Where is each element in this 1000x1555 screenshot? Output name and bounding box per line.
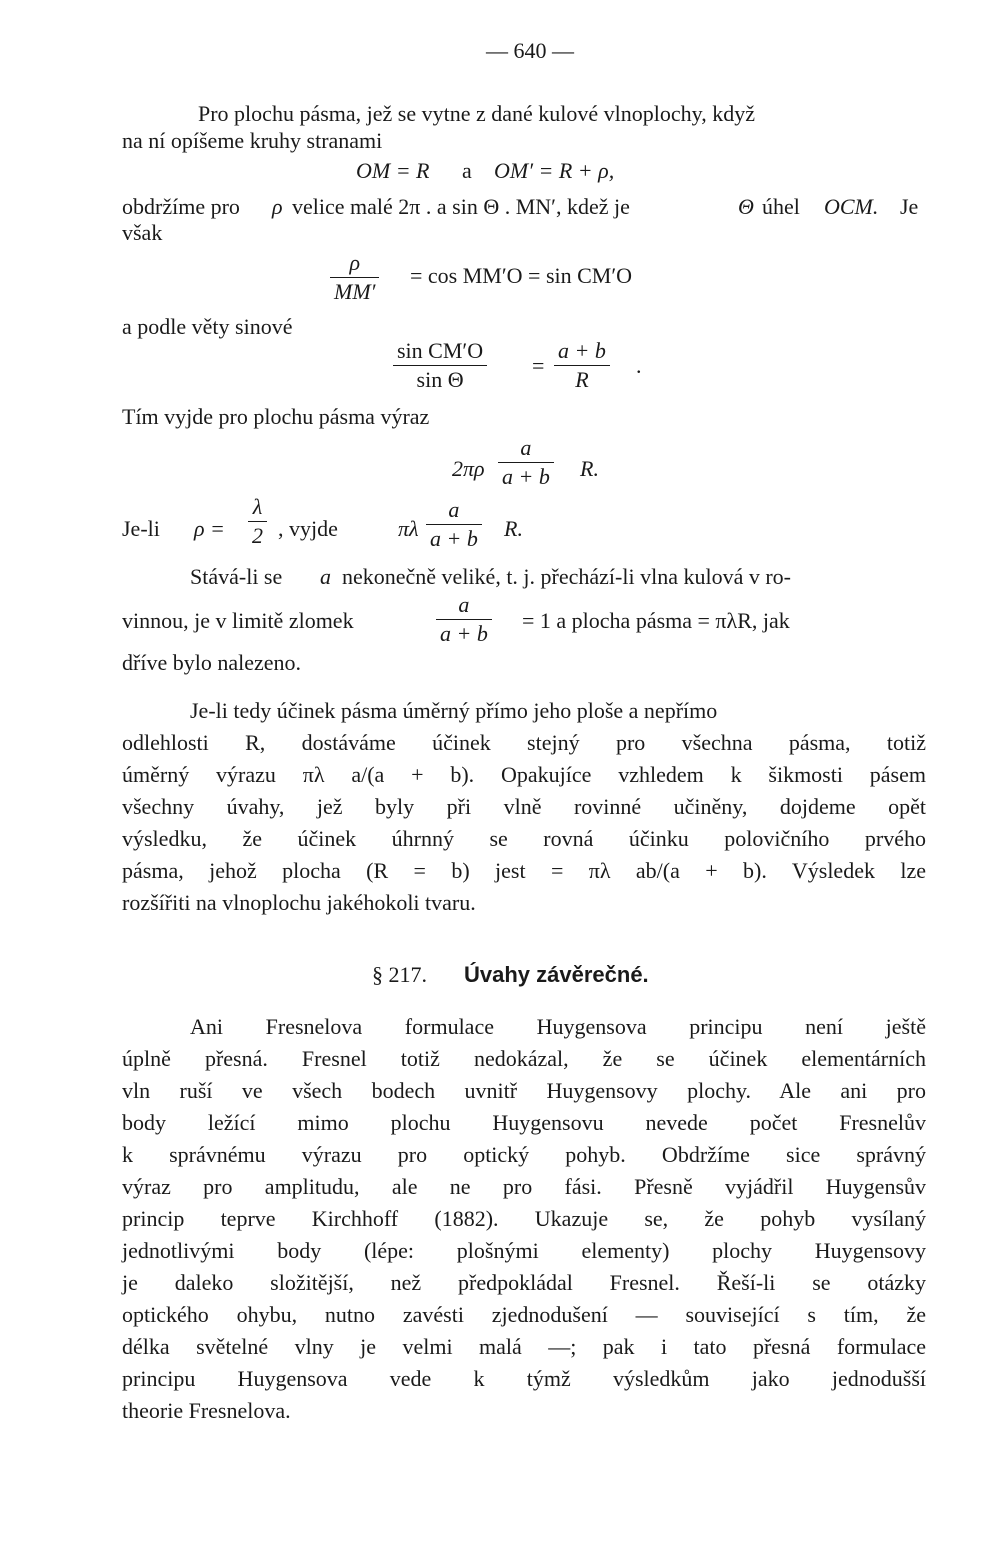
p5-line-3: vln ruší ve všech bodech uvnitř Huygensovy plochy. Ale ani pro	[122, 1078, 926, 1103]
equation-om-conjunction: a	[462, 158, 472, 183]
fraction-lambda-a	[426, 499, 482, 550]
section-number: § 217.	[372, 962, 427, 987]
p1-line-2: na ní opíšeme kruhy stranami	[122, 128, 383, 153]
p2-line-1a: obdržíme pro	[122, 194, 240, 219]
p5-line-13: theorie Fresnelova.	[122, 1398, 291, 1423]
sine-period: .	[636, 353, 642, 378]
fraction-area-numerator: a	[520, 435, 532, 460]
page-number: — 640 —	[486, 38, 574, 63]
p5-line-11: délka světelné vlny je velmi malá —; pak i tato přesná formulace	[122, 1334, 926, 1359]
fraction-area	[498, 437, 554, 488]
section-title: Úvahy závěrečné.	[464, 962, 649, 987]
p1-line-1: Pro plochu pásma, jež se vytne z dané kulové vlnoplochy, když	[198, 101, 755, 126]
p3-line-1b: nekonečně veliké, t. j. přechází-li vlna kulová v ro-	[342, 564, 791, 589]
fraction-rho-numerator: ρ	[349, 250, 361, 275]
p5-line-9: je daleko složitější, než předpokládal Fresnel. Řeší-li se otázky	[122, 1270, 926, 1295]
equation-om: OM = R	[356, 158, 430, 183]
p4-line-7: rozšířiti na vlnoplochu jakéhokoli tvaru.	[122, 890, 476, 915]
p3-line-3: dříve bylo nalezeno.	[122, 650, 301, 675]
fraction-a-numerator: a	[448, 497, 460, 522]
p5-line-10: optického ohybu, nutno zavésti zjednodušení — související s tím, že	[122, 1302, 926, 1327]
p5-line-4: body ležící mimo plochu Huygensovu nevede počet Fresnelův	[122, 1110, 926, 1135]
area-expression-intro: Tím vyjde pro plochu pásma výraz	[122, 404, 430, 429]
fraction-rho-denominator: MM′	[334, 279, 376, 304]
p4-line-1: Je-li tedy účinek pásma úměrný přímo jeho ploše a nepřímo	[190, 698, 718, 723]
fraction-lambda-denominator: 2	[252, 523, 263, 548]
equation-om-prime: OM′ = R + ρ,	[494, 158, 615, 183]
p5-line-7: princip teprve Kirchhoff (1882). Ukazuje se, že pohyb vysílaný	[122, 1206, 926, 1231]
fraction-ab-r	[554, 340, 610, 391]
fraction-sin-numerator: sin CM′O	[397, 338, 484, 363]
fraction-sin-cm	[393, 340, 487, 391]
p2-line-1c: úhel	[762, 194, 800, 219]
fraction-rho-mm	[330, 252, 379, 303]
p2-ocm: OCM.	[824, 194, 879, 219]
p5-line-2: úplně přesná. Fresnel totiž nedokázal, že se účinek elementárních	[122, 1046, 926, 1071]
p4-line-6: pásma, jehož plocha (R = b) jest = πλ ab/(a + b). Výsledek lze	[122, 858, 926, 883]
p2-line-1b: velice malé 2π . a sin Θ . MN′, kdež je	[292, 194, 630, 219]
area-prefix: 2πρ	[452, 456, 485, 481]
fraction-lambda-half	[248, 496, 267, 547]
lambda-pi: πλ	[398, 516, 419, 541]
fraction-limit-denominator: a + b	[440, 621, 488, 646]
p3-line-1a: Stává-li se	[190, 564, 283, 589]
equation-cos-sin: = cos MM′O = sin CM′O	[410, 263, 633, 288]
sine-rule-intro: a podle věty sinové	[122, 314, 293, 339]
p4-line-5: výsledku, že účinek úhrnný se rovná účinku polovičního prvého	[122, 826, 926, 851]
fraction-limit-numerator: a	[458, 592, 470, 617]
p5-line-12: principu Huygensova vede k týmž výsledkům jako jednodušší	[122, 1366, 926, 1391]
fraction-area-denominator: a + b	[502, 464, 550, 489]
p4-line-2: odlehlosti R, dostáváme účinek stejný pro všechna pásma, totiž	[122, 730, 926, 755]
sine-equals: =	[532, 353, 545, 378]
lambda-vyjde: , vyjde	[278, 516, 338, 541]
p2-rho: ρ	[272, 194, 283, 219]
fraction-r-denominator: R	[575, 367, 589, 392]
p3-var-a: a	[320, 564, 331, 589]
p5-line-1: Ani Fresnelova formulace Huygensova principu není ještě	[190, 1014, 926, 1039]
p5-line-6: výraz pro amplitudu, ale ne pro fási. Přesně vyjádřil Huygensův	[122, 1174, 926, 1199]
lambda-jeli: Je-li	[122, 516, 160, 541]
p5-line-8: jednotlivými body (lépe: plošnými elementy) plochy Huygensovy	[122, 1238, 926, 1263]
p3-line-2a: vinnou, je v limitě zlomek	[122, 608, 354, 633]
fraction-limit	[436, 594, 492, 645]
fraction-ab-denominator: a + b	[430, 526, 478, 551]
p4-line-3: úměrný výrazu πλ a/(a + b). Opakujíce vzhledem k šikmosti pásem	[122, 762, 926, 787]
lambda-r: R.	[504, 516, 523, 541]
p2-line-1d: Je	[900, 194, 919, 219]
fraction-sin-denominator: sin Θ	[416, 367, 464, 392]
p4-line-4: všechny úvahy, jež byly při vlně rovinné učiněny, dojdeme opět	[122, 794, 926, 819]
fraction-lambda-numerator: λ	[252, 494, 263, 519]
p2-theta: Θ	[738, 194, 754, 219]
area-suffix: R.	[580, 456, 599, 481]
lambda-rho-equals: ρ =	[194, 516, 225, 541]
p2-line-2: však	[122, 220, 163, 245]
p5-line-5: k správnému výrazu pro optický pohyb. Obdržíme sice správný	[122, 1142, 926, 1167]
p3-line-2b: = 1 a plocha pásma = πλR, jak	[522, 608, 790, 633]
fraction-ab-numerator: a + b	[558, 338, 606, 363]
